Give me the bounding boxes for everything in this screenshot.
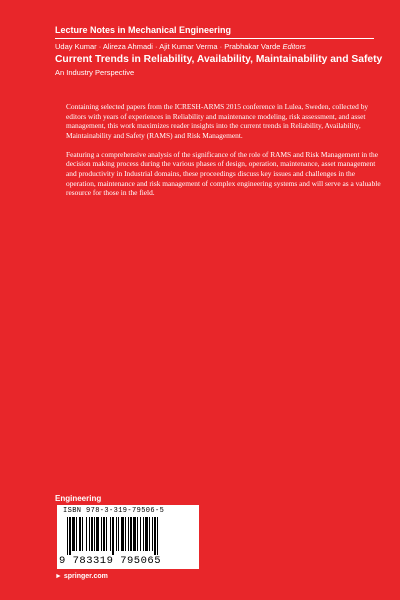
header-rule	[55, 38, 374, 39]
barcode-bar	[121, 517, 124, 551]
barcode-bar	[101, 517, 102, 551]
barcode-bars	[67, 517, 191, 555]
editors-names: Uday Kumar · Alireza Ahmadi · Ajit Kumar Verma · Prabhakar Varde	[55, 42, 281, 51]
barcode-bar	[76, 517, 77, 551]
isbn-label: ISBN 978-3-319-79506-5	[63, 507, 165, 515]
barcode-bar	[125, 517, 126, 551]
barcode-bar	[110, 517, 111, 551]
series-name: Lecture Notes in Mechanical Engineering	[55, 25, 232, 35]
barcode-bar	[86, 517, 87, 551]
barcode-bar	[130, 517, 132, 551]
barcode-bar	[118, 517, 119, 551]
barcode-bar	[89, 517, 90, 551]
barcode-bar	[140, 517, 141, 551]
publisher-url	[55, 573, 108, 580]
barcode-bar	[82, 517, 83, 551]
barcode-bar	[157, 517, 158, 555]
url-text: springer.com	[63, 573, 108, 580]
subject-category: Engineering	[55, 494, 102, 503]
blurb-paragraph-2: Featuring a comprehensive analysis of the significance of the role of RAMS and Risk Management in the decision making process during the various phases of design, operation, maintenance, asset management and productivity in Industrial domains, these proceedings discuss key issues and challenges in the operation, maintenance and risk management of complex engineering systems and will serve as a valuable resource for those in the field.	[66, 149, 381, 198]
isbn-barcode	[57, 505, 199, 569]
barcode-bar	[94, 517, 95, 551]
barcode-bar	[69, 517, 71, 555]
barcode-bar	[79, 517, 81, 551]
editors-role: Editors	[282, 42, 306, 51]
barcode-bar	[116, 517, 117, 551]
barcode-bar	[128, 517, 129, 551]
barcode-bar	[152, 517, 153, 551]
barcode-bar	[149, 517, 150, 551]
barcode-bar	[112, 517, 114, 555]
barcode-bar	[145, 517, 148, 551]
barcode-bar	[106, 517, 107, 551]
barcode-bar	[154, 517, 156, 555]
book-subtitle: An Industry Perspective	[55, 68, 135, 77]
barcode-bar	[137, 517, 138, 551]
url-arrow-icon: ►	[55, 573, 62, 580]
barcode-bar	[96, 517, 99, 551]
barcode-digits: 9 783319 795065	[59, 555, 162, 567]
blurb-paragraph-1: Containing selected papers from the ICRESH-ARMS 2015 conference in Lulea, Sweden, collected by editors with years of experiences in Reliability and maintenance modeling, risk assessment, and asset management, this work maximizes reader insights into the current trends in Reliability, Availability, Maintainability and Safety (RAMS) and Risk Management.	[66, 102, 369, 140]
barcode-bar	[143, 517, 144, 551]
barcode-bar	[103, 517, 105, 551]
barcode-bar	[67, 517, 68, 555]
barcode-bar	[72, 517, 75, 551]
editors-line	[55, 42, 306, 51]
barcode-bar	[91, 517, 93, 551]
blurb	[66, 102, 384, 207]
barcode-bar	[133, 517, 136, 551]
book-title: Current Trends in Reliability, Availability, Maintainability and Safety	[55, 54, 383, 65]
